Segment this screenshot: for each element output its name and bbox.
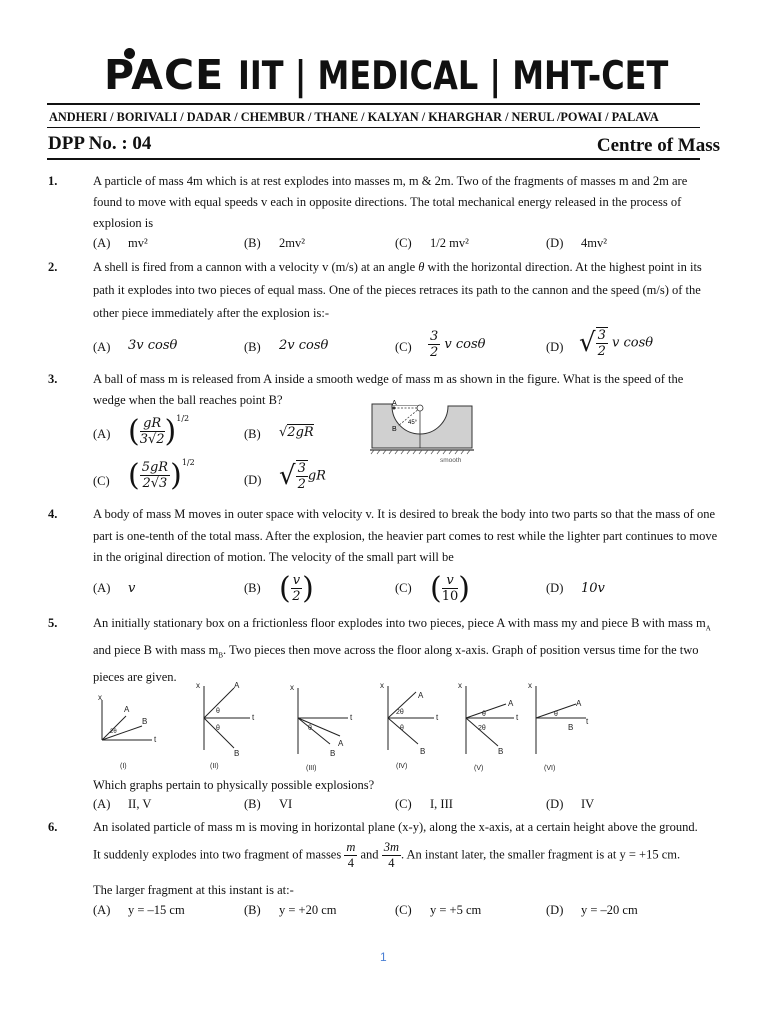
option-label: (C) xyxy=(395,903,412,917)
option-value: v xyxy=(128,581,136,596)
option-label: (B) xyxy=(244,581,261,595)
question-text-part: . An instant later, the smaller fragment is at y = +15 cm. xyxy=(400,847,681,862)
axis-label-t: t xyxy=(350,713,353,722)
axis-label-x: x xyxy=(290,683,294,692)
question-text-part: . Two pieces then move across the floor along x-axis. Graph of position versus time for the two pieces are given. xyxy=(93,643,699,684)
figure-label-b: B xyxy=(392,426,397,433)
line-label-a: A xyxy=(418,691,424,700)
option-label: (A) xyxy=(93,797,111,811)
option-label: (C) xyxy=(395,797,412,811)
option-label: (A) xyxy=(93,340,111,354)
question-text-part: A shell is fired from a cannon with a velocity v (m/s) at an angle xyxy=(93,260,416,274)
brand-name: PACE xyxy=(104,51,225,99)
option-label: (D) xyxy=(546,903,564,917)
option-value: mv² xyxy=(128,236,148,250)
fraction-denominator: 4 xyxy=(388,856,395,870)
option-value: 1/2 mv² xyxy=(430,236,469,250)
angle-label: θ xyxy=(308,725,312,732)
theta-symbol: θ xyxy=(418,260,425,274)
header-rule-mid xyxy=(47,127,700,128)
fraction-numerator: 5gR xyxy=(141,460,169,475)
axis-label-t: t xyxy=(516,713,519,722)
ball-icon xyxy=(417,405,423,411)
figure-caption: smooth xyxy=(440,457,462,464)
graphs-figure xyxy=(90,678,600,774)
question-text: Which graphs pertain to physically possible explosions? xyxy=(93,778,375,792)
question-6-line2 xyxy=(48,840,720,876)
option-value: √ $\frac{3}{2}$ gR xyxy=(279,461,326,492)
axis-label-x: x xyxy=(98,693,102,702)
question-text: A body of mass M moves in outer space with velocity v. It is desired to break the body into two parts so that the mass of one part is one-tenth of the total mass. After the explosion, the heavier part comes to rest while the lighter part continues to move in the original direction of motion. The velocity of the small part will be xyxy=(93,507,718,564)
question-text-part: It suddenly explodes into two fragment of masses xyxy=(93,847,342,862)
axis-label-x: x xyxy=(458,681,462,690)
figure-label-a: A xyxy=(392,400,397,407)
graph-caption-ii: (II) xyxy=(210,763,219,770)
line-label-a: A xyxy=(576,699,582,708)
axis-label-x: x xyxy=(528,681,532,690)
fraction xyxy=(140,460,170,491)
fraction-3m4 xyxy=(382,840,401,871)
question-text-part: and piece B with mass m xyxy=(93,643,219,657)
fraction-numerator: 3 xyxy=(430,329,439,344)
question-text: A particle of mass 4m which is at rest explodes into masses m, m & 2m. Two of the fragments of masses m and 2m are found to move with equal speeds v each in opposite directions. The total mechanical energy released in the process of explosion is xyxy=(93,174,688,230)
option-value: 10v xyxy=(581,581,605,596)
option-value xyxy=(428,329,486,360)
option-tail: gR xyxy=(307,468,326,484)
angle-label: θ xyxy=(216,725,220,732)
option-label: (D) xyxy=(546,236,564,250)
axis-label-t: t xyxy=(586,717,589,726)
header-rule-top xyxy=(47,103,700,105)
graph-caption-iv: (IV) xyxy=(396,763,408,770)
line-label-b: B xyxy=(420,747,426,756)
line-label-b: B xyxy=(142,717,148,726)
angle-label: θ xyxy=(482,711,486,718)
ground-hatch xyxy=(371,450,470,454)
option-label: (A) xyxy=(93,427,111,441)
pace-logo xyxy=(104,48,684,100)
option-label: (C) xyxy=(93,474,110,488)
fraction xyxy=(140,416,165,447)
option-label: (B) xyxy=(244,427,261,441)
option-value: VI xyxy=(279,797,293,811)
fraction-numerator: 3 xyxy=(597,328,606,343)
fraction-denominator: 2 xyxy=(292,589,301,604)
line-label-b: B xyxy=(568,723,574,732)
graph-caption-v: (V) xyxy=(474,765,484,772)
option-value: IV xyxy=(581,797,595,811)
axis-label-t: t xyxy=(252,713,255,722)
option-label: (C) xyxy=(395,236,412,250)
graph-v xyxy=(466,686,514,754)
fraction-denominator: 3√2 xyxy=(139,432,165,447)
option-label: (D) xyxy=(546,340,564,354)
question-number: 2. xyxy=(48,260,58,274)
graph-caption-iii: (III) xyxy=(306,765,317,772)
exponent: 1/2 xyxy=(181,458,195,467)
option-label: (B) xyxy=(244,340,261,354)
option-label: (B) xyxy=(244,236,261,250)
fraction xyxy=(428,329,440,360)
option-label: (A) xyxy=(93,581,111,595)
figure-angle: 45° xyxy=(408,420,418,426)
fraction-denominator: 2√3 xyxy=(142,476,168,491)
angle-label: θ xyxy=(400,725,404,732)
option-value: √ $\frac{3}{2}$ v cosθ xyxy=(579,328,654,359)
fraction-numerator: v xyxy=(292,573,301,588)
fraction-numerator: gR xyxy=(140,416,165,432)
question-number: 1. xyxy=(48,174,58,188)
option-tail: v cosθ xyxy=(444,337,486,352)
fraction-denominator: 10 xyxy=(441,589,459,604)
question-number: 5. xyxy=(48,616,58,630)
option-value: II, V xyxy=(128,797,152,811)
axis-label-t: t xyxy=(436,713,439,722)
fraction-numerator: 3 xyxy=(297,461,306,476)
header-rule-bottom xyxy=(47,158,700,160)
option-value: 2v cosθ xyxy=(279,338,329,353)
angle-label: 2θ xyxy=(110,729,117,735)
branch-list: ANDHERI / BORIVALI / DADAR / CHEMBUR / THANE / KALYAN / KHARGHAR / NERUL /POWAI / PALAVA xyxy=(49,110,659,124)
fraction xyxy=(291,573,302,604)
question-number: 3. xyxy=(48,372,58,386)
question-text: A ball of mass m is released from A inside a smooth wedge of mass m as shown in the figure. What is the speed of the wedge when the ball reaches point B? xyxy=(93,372,684,407)
graph-ii xyxy=(204,686,250,750)
question-text-part: and xyxy=(360,847,379,862)
option-value: y = +5 cm xyxy=(430,903,482,917)
option-label: (A) xyxy=(93,903,111,917)
option-value: 4mv² xyxy=(581,236,607,250)
wedge-figure xyxy=(370,398,480,468)
axis-label-t: t xyxy=(154,735,157,744)
fraction-denominator: 2 xyxy=(297,477,306,492)
option-value: 3v cosθ xyxy=(128,338,178,353)
line-label-b: B xyxy=(234,749,240,758)
graph-vi xyxy=(536,686,586,754)
graph-labels xyxy=(98,681,589,758)
angle-label: θ xyxy=(554,711,558,718)
option-value: I, III xyxy=(430,797,453,811)
question-text-part: An initially stationary box on a frictionless floor explodes into two pieces, piece A with mass my and piece B with mass m xyxy=(93,616,706,630)
angle-label: θ xyxy=(216,708,220,715)
line-label-a: A xyxy=(124,705,130,714)
angle-label: 2θ xyxy=(396,709,404,716)
question-text xyxy=(93,840,718,871)
option-value: 2mv² xyxy=(279,236,305,250)
option-label: (B) xyxy=(244,797,261,811)
option-label: (D) xyxy=(546,581,564,595)
option-tail: v cosθ xyxy=(612,335,654,351)
graph-iv xyxy=(388,686,434,750)
subscript: B xyxy=(218,651,223,660)
fraction-m4 xyxy=(344,840,357,871)
fraction-denominator: 2 xyxy=(430,345,439,360)
fraction xyxy=(596,327,608,359)
fraction xyxy=(442,573,459,604)
option-value: y = +20 cm xyxy=(279,903,337,917)
question-number: 6. xyxy=(48,820,58,834)
option-value: √2gR xyxy=(279,425,314,440)
graph-caption-vi: (VI) xyxy=(544,765,556,772)
radicand: 2gR xyxy=(287,425,314,440)
question-text: An isolated particle of mass m is moving in horizontal plane (x-y), along the x-axis, at a certain height above the ground. xyxy=(93,820,698,834)
option-label: (D) xyxy=(244,473,262,487)
option-value: ( $\frac{gR}{3√2}$ )$^{1/2}$ xyxy=(128,414,190,449)
option-label: (B) xyxy=(244,903,261,917)
axis-label-x: x xyxy=(196,681,200,690)
fraction-denominator: 4 xyxy=(347,856,354,870)
fraction xyxy=(296,460,308,492)
graph-captions xyxy=(120,763,555,772)
angle-label: 2θ xyxy=(478,725,486,732)
option-label: (A) xyxy=(93,236,111,250)
line-label-a: A xyxy=(234,681,240,690)
brand-tagline: IIT | MEDICAL | MHT-CET xyxy=(238,54,669,99)
line-label-b: B xyxy=(330,749,336,758)
question-text: The larger fragment at this instant is at:- xyxy=(93,883,294,897)
option-value: ( $\frac{v}{10}$ ) xyxy=(430,571,470,606)
exponent: 1/2 xyxy=(176,414,190,423)
axis-label-x: x xyxy=(380,681,384,690)
line-label-a: A xyxy=(508,699,514,708)
option-value: ( $\frac{5gR}{2√3}$ )$^{1/2}$ xyxy=(128,458,195,493)
subscript: A xyxy=(705,624,711,633)
line-label-b: B xyxy=(498,747,504,756)
fraction-numerator: 3m xyxy=(383,840,399,854)
option-label: (C) xyxy=(395,340,412,354)
option-value: ( $\frac{v}{2}$ ) xyxy=(279,571,314,606)
question-text xyxy=(93,256,718,325)
option-value: y = –15 cm xyxy=(128,903,185,917)
line-label-a: A xyxy=(338,739,344,748)
option-value: y = –20 cm xyxy=(581,903,638,917)
fraction-numerator: v xyxy=(442,573,459,589)
question-text-part: with the horizontal direction. At the highest point in its path it explodes into two pieces of equal mass. One of the pieces retraces its path to the cannon and the speed (m/s) of the other piece immediately after the explosion is:- xyxy=(93,260,702,320)
page-number: 1 xyxy=(380,950,387,964)
fraction-denominator: 2 xyxy=(597,344,606,359)
question-number: 4. xyxy=(48,507,58,521)
topic-title: Centre of Mass xyxy=(596,135,720,156)
graph-caption-i: (I) xyxy=(120,763,127,770)
dpp-number: DPP No. : 04 xyxy=(48,133,152,154)
fraction-numerator: m xyxy=(346,840,356,854)
option-label: (C) xyxy=(395,581,412,595)
option-label: (D) xyxy=(546,797,564,811)
